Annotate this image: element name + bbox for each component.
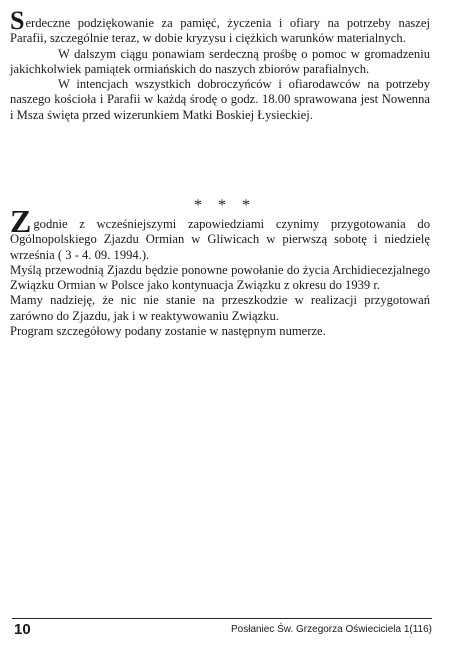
paragraph-text: godnie z wcześniejszymi zapowiedziami czynimy przygotowania do Ogólnopolskiego Zjazdu Ormian w Gliwicach w pierwszą sobotę i niedzielę września ( 3 - 4. 09. 1994.). (10, 217, 430, 262)
section-separator: * * * (194, 197, 256, 214)
paragraph-3: Mamy nadzieję, że nic nie stanie na przeszkodzie w realizacji przygotowań zarówno do Zjazdu, jak i w reaktywowaniu Związku. (10, 293, 430, 323)
paragraph-1 (10, 6, 430, 47)
paragraph-1 (10, 203, 430, 263)
paragraph-3: W intencjach wszystkich dobroczyńców i ofiarodawców na potrzeby naszego kościoła i Parafii w każdą środę o godz. 18.00 sprawowana jest Nowenna i Msza święta przed wizerunkiem Matki Boskiej Łysieckiej. (10, 77, 430, 122)
drop-cap: Z (10, 203, 32, 239)
paragraph-2: W dalszym ciągu ponawiam serdeczną prośbę o pomoc w gromadzeniu jakichkolwiek pamiątek ormiańskich do naszych zbiorów parafialnych. (10, 46, 430, 76)
article-thanks (10, 6, 430, 123)
drop-cap: S (10, 6, 25, 35)
publication-title: Posłaniec Św. Grzegorza Oświeciciela 1(116) (230, 624, 432, 635)
article-congress (10, 203, 430, 339)
footer-divider (12, 618, 432, 619)
paragraph-4: Program szczegółowy podany zostanie w następnym numerze. (10, 324, 326, 339)
paragraph-text: erdeczne podziękowanie za pamięć, życzenia i ofiary na potrzeby naszej Parafii, szczególnie teraz, w dobie kryzysu i ciężkich warunków materialnych. (10, 16, 430, 46)
paragraph-2: Myślą przewodnią Zjazdu będzie ponowne powołanie do życia Archidiecezjalnego Związku Ormian w Polsce jako kontynuacja Związku z okresu do 1939 r. (10, 262, 430, 293)
page-number: 10 (14, 621, 31, 638)
